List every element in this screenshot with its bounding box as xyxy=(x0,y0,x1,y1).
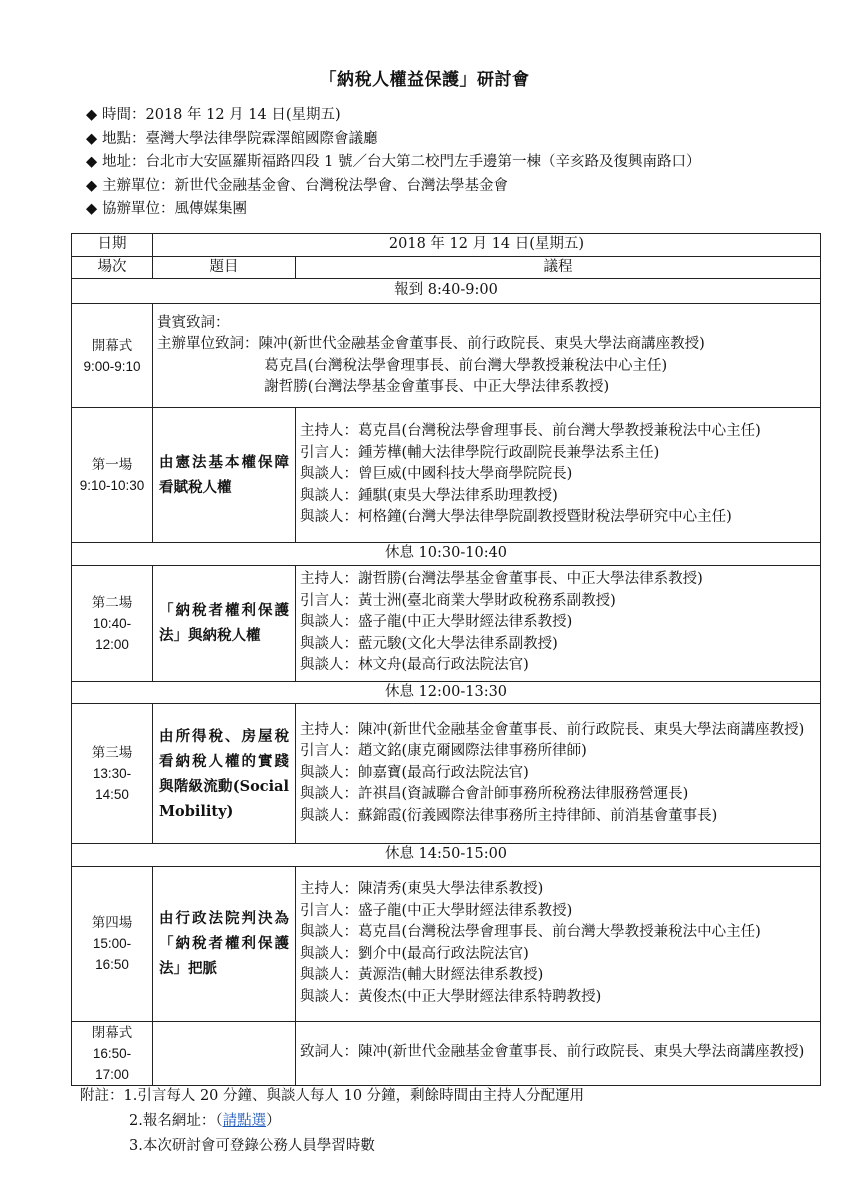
note-text: 2.報名網址：（ xyxy=(129,1113,223,1129)
note-text: 1.引言每人 20 分鐘、與談人每人 10 分鐘，剩餘時間由主持人分配運用 xyxy=(123,1088,585,1104)
agenda-line: 主持人：陳冲(新世代金融基金會董事長、前行政院長、東吳大學法商講座教授) xyxy=(300,721,805,738)
session-time: 9:10-10:30 xyxy=(79,478,145,493)
diamond-icon: ◆ xyxy=(86,154,98,170)
note-2 xyxy=(80,1109,584,1134)
greeting-line: 謝哲勝(台灣法學基金會董事長、中正大學法律系教授) xyxy=(264,379,610,395)
info-value: 台北市大安區羅斯福路四段 1 號／台大第二校門左手邊第一棟（辛亥路及復興南路口） xyxy=(145,154,701,170)
session-topic: 由憲法基本權保障看賦稅人權 xyxy=(153,408,296,543)
session-topic: 「納稅者權利保護法」與納稅人權 xyxy=(153,565,296,681)
session-name: 第一場 xyxy=(91,457,133,472)
table-row xyxy=(72,543,821,566)
session-3 xyxy=(72,704,153,844)
session-topic: 由所得稅、房屋稅看納稅人權的實踐與階級流動(Social Mobility) xyxy=(153,704,296,844)
info-label: 地址 xyxy=(102,154,131,170)
opening-greetings xyxy=(153,304,821,408)
session-agenda xyxy=(296,565,821,681)
table-row xyxy=(72,408,821,543)
notes-prefix: 附註： xyxy=(80,1088,124,1104)
agenda-line: 與談人：劉介中(最高行政法院法官) xyxy=(300,945,529,962)
closing-agenda xyxy=(296,1021,821,1085)
greeting-line: 貴賓致詞： xyxy=(157,314,230,331)
session-time: 13:30-14:50 xyxy=(92,766,132,802)
agenda-line: 與談人：藍元駿(文化大學法律系副教授) xyxy=(300,635,558,652)
agenda-line: 與談人：蘇錦霞(衍義國際法律事務所主持律師、前消基會董事長) xyxy=(300,807,718,824)
agenda-line: 與談人：盛子龍(中正大學財經法律系教授) xyxy=(300,614,573,631)
session-time: 9:00-9:10 xyxy=(83,358,141,374)
note-1 xyxy=(80,1084,584,1109)
agenda-line: 與談人：帥嘉寶(最高行政法院法官) xyxy=(300,764,529,781)
session-topic: 由行政法院判決為「納稅者權利保護法」把脈 xyxy=(153,866,296,1021)
agenda-line: 引言人：黃士洲(臺北商業大學財政稅務系副教授) xyxy=(300,592,616,609)
schedule-table xyxy=(71,233,821,1086)
info-co-organizer: ◆ 協辦單位：風傳媒集團 xyxy=(86,198,700,222)
info-label: 協辦單位 xyxy=(102,201,160,217)
register-link[interactable]: 請點選 xyxy=(222,1113,267,1129)
session-name: 第二場 xyxy=(91,594,133,610)
session-4 xyxy=(72,866,153,1021)
info-address: ◆ 地址：台北市大安區羅斯福路四段 1 號／台大第二校門左手邊第一棟（辛亥路及復興南路口） xyxy=(86,151,700,175)
page-title: 「納稅人權益保護」研討會 xyxy=(319,70,530,90)
break-row: 休息 14:50-15:00 xyxy=(72,844,821,867)
info-label: 地點 xyxy=(102,130,131,147)
session-2 xyxy=(72,565,153,681)
agenda-line: 引言人：鍾芳樺(輔大法律學院行政副院長兼學法系主任) xyxy=(300,444,660,461)
diamond-icon: ◆ xyxy=(86,177,98,194)
agenda-line: 主持人：謝哲勝(台灣法學基金會董事長、中正大學法律系教授) xyxy=(300,571,703,588)
agenda-line: 與談人：黃俊杰(中正大學財經法律系特聘教授) xyxy=(300,988,602,1005)
agenda-line: 主持人：葛克昌(台灣稅法學會理事長、前台灣大學教授兼稅法中心主任) xyxy=(300,423,761,440)
session-time: 10:40-12:00 xyxy=(92,615,132,652)
note-3 xyxy=(80,1134,584,1159)
agenda-line: 與談人：林文舟(最高行政法院法官) xyxy=(300,657,529,674)
table-row xyxy=(72,704,821,844)
info-organizer: ◆ 主辦單位：新世代金融基金會、台灣稅法學會、台灣法學基金會 xyxy=(86,175,700,199)
diamond-icon: ◆ xyxy=(86,130,98,147)
session-name: 第三場 xyxy=(91,745,133,760)
agenda-line: 與談人：柯格鐘(台灣大學法律學院副教授暨財稅法學研究中心主任) xyxy=(300,509,732,526)
session-header: 場次 xyxy=(72,256,153,279)
agenda-line: 與談人：黃源浩(輔大財經法律系教授) xyxy=(300,967,544,983)
note-text: 3.本次研討會可登錄公務人員學習時數 xyxy=(129,1138,375,1154)
table-row xyxy=(72,234,821,257)
break-row: 休息 10:30-10:40 xyxy=(72,543,821,566)
break-row: 休息 12:00-13:30 xyxy=(72,681,821,704)
session-time: 15:00-16:50 xyxy=(92,936,132,972)
registration-row: 報到 8:40-9:00 xyxy=(72,279,821,304)
diamond-icon: ◆ xyxy=(86,107,98,123)
info-value: 風傳媒集團 xyxy=(174,201,247,217)
note-text: ） xyxy=(266,1113,281,1129)
session-1 xyxy=(72,408,153,543)
session-name: 閉幕式 xyxy=(91,1024,133,1040)
greeting-line: 主辦單位致詞：陳冲(新世代金融基金會董事長、前行政院長、東吳大學法商講座教授) xyxy=(157,336,705,352)
info-time: ◆ 時間：2018 年 12 月 14 日(星期五) xyxy=(86,104,700,128)
agenda-line: 與談人：曾巨威(中國科技大學商學院院長) xyxy=(300,466,573,483)
table-row xyxy=(72,1021,821,1085)
agenda-line: 引言人：盛子龍(中正大學財經法律系教授) xyxy=(300,902,573,919)
agenda-line: 與談人：許祺昌(資誠聯合會計師事務所稅務法律服務營運長) xyxy=(300,786,689,803)
info-value: 2018 年 12 月 14 日(星期五) xyxy=(145,107,341,123)
session-agenda xyxy=(296,408,821,543)
agenda-line: 主持人：陳清秀(東吳大學法律系教授) xyxy=(300,881,544,897)
info-value: 臺灣大學法律學院霖澤館國際會議廳 xyxy=(145,130,378,147)
table-row xyxy=(72,565,821,681)
table-row xyxy=(72,681,821,704)
closing-topic xyxy=(153,1021,296,1085)
topic-header: 題目 xyxy=(153,256,296,279)
table-row xyxy=(72,279,821,304)
table-row xyxy=(72,866,821,1021)
greeting-line: 葛克昌(台灣稅法學會理事長、前台灣大學教授兼稅法中心主任) xyxy=(264,357,668,374)
session-agenda xyxy=(296,866,821,1021)
info-value: 新世代金融基金會、台灣稅法學會、台灣法學基金會 xyxy=(174,177,508,194)
agenda-line: 與談人：葛克昌(台灣稅法學會理事長、前台灣大學教授兼稅法中心主任) xyxy=(300,924,761,940)
agenda-header: 議程 xyxy=(296,256,821,279)
table-row xyxy=(72,304,821,408)
date-header: 日期 xyxy=(72,234,153,257)
event-info xyxy=(86,104,700,222)
notes xyxy=(80,1084,584,1159)
session-name: 開幕式 xyxy=(91,337,133,353)
closing-session xyxy=(72,1021,153,1085)
agenda-line: 致詞人：陳冲(新世代金融基金會董事長、前行政院長、東吳大學法商講座教授) xyxy=(300,1044,805,1061)
info-label: 時間 xyxy=(102,107,131,123)
table-row xyxy=(72,844,821,867)
info-venue: ◆ 地點：臺灣大學法律學院霖澤館國際會議廳 xyxy=(86,128,700,152)
opening-session xyxy=(72,304,153,408)
diamond-icon: ◆ xyxy=(86,201,98,217)
info-label: 主辦單位 xyxy=(102,177,160,194)
session-time: 16:50-17:00 xyxy=(92,1045,132,1082)
date-value: 2018 年 12 月 14 日(星期五) xyxy=(153,234,821,257)
agenda-line: 與談人：鍾騏(東吳大學法律系助理教授) xyxy=(300,487,558,504)
session-name: 第四場 xyxy=(91,915,133,930)
table-row xyxy=(72,256,821,279)
agenda-line: 引言人：趙文銘(康克爾國際法律事務所律師) xyxy=(300,743,587,760)
session-agenda xyxy=(296,704,821,844)
